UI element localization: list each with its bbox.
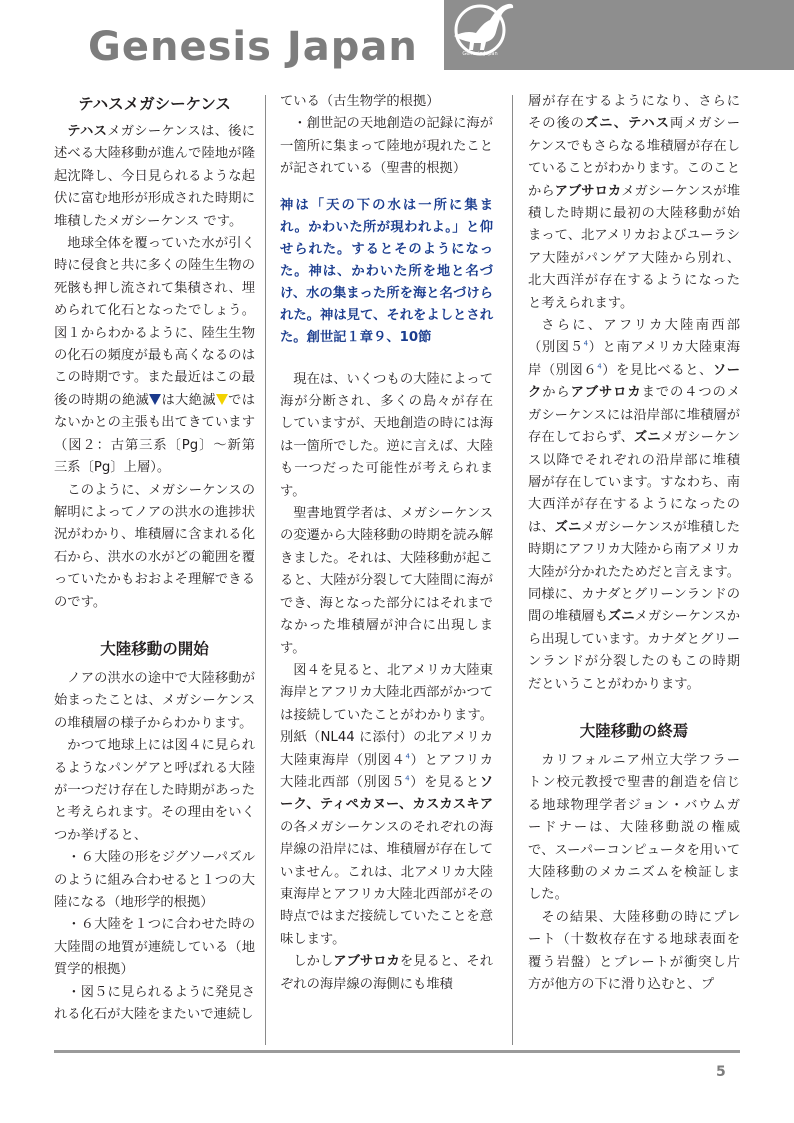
paragraph: かつて地球上には図４に見られるようなパンゲアと呼ばれる大陸が一つだけ存在した時期があったと考えられます。その理由をいくつか挙げると、 <box>54 738 255 843</box>
blue-triangle-icon <box>149 394 161 405</box>
paragraph: 層が存在するようになり、さらにその後のズニ、テハス両メガシーケンスでもさらなる堆積層が存在していることがわかります。このことからアブサロカメガシーケンスが堆積した時期に最初の大陸移動が始まって、北アメリカおよびユーラシア大陸がパンゲア大陸から別れ、北大西洋が存在するようになったと考えられます。 <box>528 94 741 311</box>
section-heading: テハスメガシーケンス <box>78 95 231 113</box>
paragraph: ている（古生物学的根拠） <box>280 94 440 109</box>
paragraph: 聖書地質学者は、メガシーケンスの変遷から大陸移動の時期を読み解きました。それは、大陸移動が起こると、大陸が分裂して大陸間に海ができ、海となった部分にはそれまでなかった堆積層が沖合に出現します。 <box>280 506 493 656</box>
paragraph: その結果、大陸移動の時にプレート（十数枚存在する地球表面を覆う岩盤）とプレートが衝突し片方が他方の下に滑り込むと、プ <box>528 909 740 993</box>
paragraph: しかしアブサロカを見ると、それぞれの海岸線の海側にも堆積 <box>280 954 494 992</box>
bullet-item: ・創世記の天地創造の記録に海が一箇所に集まって陸地が現れたことが記されている（聖書的根拠） <box>280 116 493 177</box>
paragraph: カリフォルニア州立大学フラートン校元教授で聖書的創造を信じる地球物理学者ジョン・バウムガードナーは、大陸移動説の権威で、スーパーコンピュータを用いて大陸移動のメカニズムを検証しました。 <box>528 752 740 903</box>
section-heading: 大陸移動の終焉 <box>579 721 689 740</box>
bullet-item: ・図５に見られるように発見される化石が大陸をまたいで連続し <box>54 984 255 1023</box>
scripture-quote: 神は「天の下の水は一所に集まれ。かわいた所が現われよ。」と仰せられた。するとそのようになった。神は、かわいた所を地と名づけ、水の集まった所を海と名づけられた。神は見て、それをよしとされた。創世記１章９、10節 <box>280 197 493 345</box>
paragraph: 図４を見ると、北アメリカ大陸東海岸とアフリカ大陸北西部がかつては接続していたことがわかります。別紙（NL44 に添付）の北アメリカ大陸東海岸（別図$4^4$）とアフリカ大陸北西部（別図$5^4$）を見るとソーク、ティペカヌー、カスカスキアの各メガシーケンスのそれぞれの海岸線の沿岸には、堆積層が存在していません。これは、北アメリカ大陸東海岸とアフリカ大陸北西部がその時点ではまだ接続していたことを意味します。 <box>280 662 494 947</box>
column-divider <box>265 95 266 1045</box>
column-2 <box>280 91 493 996</box>
paragraph: ノアの洪水の途中で大陸移動が始まったことは、メガシーケンスの堆積層の様子からわかります。 <box>54 670 255 731</box>
yellow-triangle-icon <box>216 394 228 405</box>
bullet-item: ・６大陸の形をジグソーパズルのように組み合わせると１つの大陸になる（地形学的根拠） <box>54 850 255 910</box>
dinosaur-logo-icon <box>446 0 524 58</box>
paragraph: テハスメガシーケンスは、後に述べる大陸移動が進んで陸地が隆起沈降し、今日見られるような起伏に富む地形が形成された時期に堆積したメガシーケンス です。 <box>54 124 256 229</box>
column-divider <box>512 95 513 1045</box>
paragraph: さらに、アフリカ大陸南西部（別図$5^4$）と南アメリカ大陸東海岸（別図$6^4$）を見比べると、ソークからアブサロカまでの４つのメガシーケンスには沿岸部に堆積層が存在しておらず、ズニメガシーケンス以降でそれぞれの沿岸部に堆積層が存在しています。すなわち、南大西洋が存在するようになったのは、ズニメガシーケンスが堆積した時期にアフリカ大陸から南アメリカ大陸が分かれたためだと言えます。同様に、カナダとグリーンランドの間の堆積層もズニメガシーケンスから出現しています。カナダとグリーンランドが分裂したのもこの時期だということがわかります。 <box>528 318 741 692</box>
column-1 <box>54 91 255 1026</box>
brand-title: Genesis Japan <box>88 24 418 70</box>
footer-rule <box>54 1050 740 1053</box>
page-number: 5 <box>716 1064 726 1080</box>
svg-text:Genesis Japan: Genesis Japan <box>462 51 498 57</box>
paragraph: 現在は、いくつもの大陸によって海が分断され、多くの島々が存在していますが、天地創造の時には海は一箇所でした。逆に言えば、大陸も一つだった可能性が考えられます。 <box>280 371 493 499</box>
column-3 <box>528 91 740 996</box>
paragraph: 地球全体を覆っていた水が引く時に侵食と共に多くの陸生生物の死骸も押し流されて集積され、埋められて化石となったでしょう。図１からわかるように、陸生生物の化石の頻度が最も高くなるのはこの時期です。また最近はこの最後の時期の絶滅 は大絶滅 ではないかとの主張も出てきています（図２：古第三系〔Pg〕～新第三系〔Pg〕上層）。 <box>54 236 256 476</box>
paragraph: このように、メガシーケンスの解明によってノアの洪水の進捗状況がわかり、堆積層に含まれる化石から、洪水の水がどの範囲を覆っていたかもおおよそ理解できるのです。 <box>54 482 255 610</box>
bullet-item: ・６大陸を１つに合わせた時の大陸間の地質が連続している（地質学的根拠） <box>54 917 255 978</box>
section-heading: 大陸移動の開始 <box>100 639 209 658</box>
page-header <box>0 0 794 80</box>
